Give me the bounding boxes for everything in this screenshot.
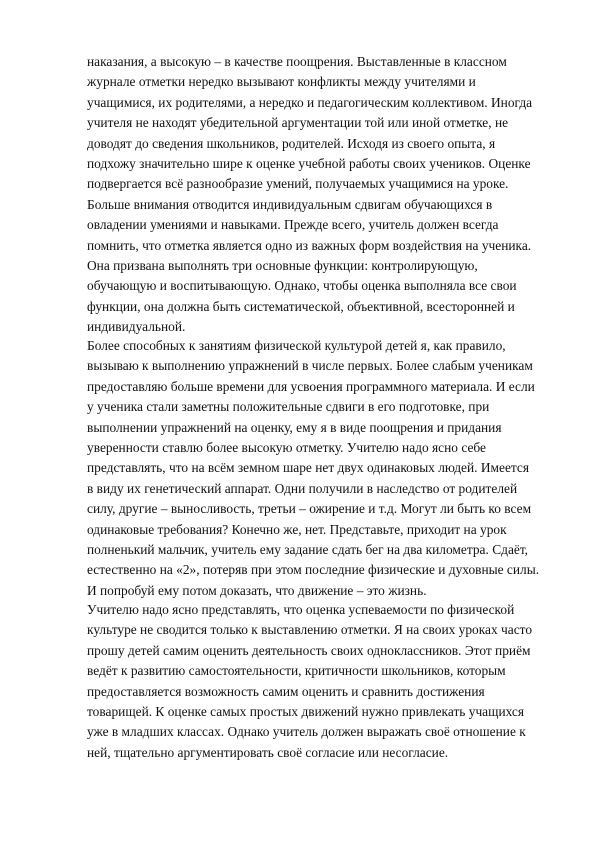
text-line: наказания, а высокую – в качестве поощрения. Выставленные в классном: [87, 54, 507, 69]
text-line: прошу детей самим оценить деятельность своих одноклассников. Этот приём: [87, 642, 531, 658]
text-line: Более способных к занятиям физической культурой детей я, как правило,: [87, 338, 506, 353]
text-line: представлять, что на всём земном шаре нет двух одинаковых людей. Имеется: [87, 460, 530, 476]
paragraph: [87, 336, 540, 601]
text-line: товарищей. К оценке самых простых движений нужно привлекать учащихся: [87, 704, 525, 720]
text-line: ведёт к развитию самостоятельности, критичности школьников, которым: [87, 663, 506, 679]
text-line: ней, тщательно аргументировать своё согласие или несогласие.: [87, 744, 449, 760]
text-line: вызываю к выполнению упражнений в числе первых. Более слабым ученикам: [87, 358, 533, 374]
text-line: учащимися, их родителями, а нередко и педагогическим коллективом. Иногда: [87, 94, 533, 110]
text-line: журнале отметки нередко вызывают конфликты между учителями и: [87, 74, 476, 90]
text-line: обучающую и воспитывающую. Однако, чтобы оценка выполняла все свои: [87, 278, 517, 294]
text-line: учителя не находят убедительной аргументации той или иной отметке, не: [87, 115, 509, 131]
text-line: выполнении упражнений на оценку, ему я в виде поощрения и придания: [87, 419, 502, 435]
paragraph: [87, 600, 533, 763]
text-line: одинаковые требования? Конечно же, нет. Представьте, приходит на урок: [87, 521, 507, 537]
text-line: культуре не сводится только к выставлению отметки. Я на своих уроках часто: [87, 622, 533, 638]
text-line: предоставляю больше времени для усвоения программного материала. И если: [87, 378, 535, 394]
text-line: у ученика стали заметны положительные сдвиги в его подготовке, при: [87, 399, 490, 415]
text-line: Она призвана выполнять три основные функции: контролирующую,: [87, 258, 478, 274]
text-line: подхожу значительно шире к оценке учебной работы своих учеников. Оценке: [87, 156, 531, 172]
text-line: полненький мальчик, учитель ему задание сдать бег на два километра. Сдаёт,: [87, 542, 529, 558]
text-line: Больше внимания отводится индивидуальным сдвигам обучающихся в: [87, 196, 493, 212]
text-line: функции, она должна быть систематической, объективной, всесторонней и: [87, 298, 515, 314]
text-line: индивидуальной.: [87, 319, 186, 335]
text-line: доводят до сведения школьников, родителей. Исходя из своего опыта, я: [87, 135, 496, 151]
text-line: уверенности ставлю более высокую отметку. Учителю надо ясно себе: [87, 440, 486, 456]
text-line: Учителю надо ясно представлять, что оценка успеваемости по физической: [87, 602, 515, 617]
text-line: помнить, что отметка является одно из важных форм воздействия на ученика.: [87, 237, 532, 253]
text-line: овладении умениями и навыками. Прежде всего, учитель должен всегда: [87, 217, 499, 233]
text-line: силу, другие – выносливость, третьи – ожирение и т.д. Могут ли быть ко всем: [87, 501, 532, 517]
text-line: подвергается всё разнообразие умений, получаемых учащимися на уроке.: [87, 176, 509, 192]
text-line: естественно на «2», потеряв при этом последние физические и духовные силы.: [87, 562, 540, 578]
text-line: И попробуй ему потом доказать, что движение – это жизнь.: [87, 582, 427, 598]
text-line: уже в младших классах. Однако учитель должен выражать своё отношение к: [87, 724, 526, 740]
paragraph: [87, 52, 533, 338]
text-line: предоставляется возможность самим оценить и сравнить достижения: [87, 683, 485, 699]
text-line: в виду их генетический аппарат. Одни получили в наследство от родителей: [87, 480, 518, 496]
